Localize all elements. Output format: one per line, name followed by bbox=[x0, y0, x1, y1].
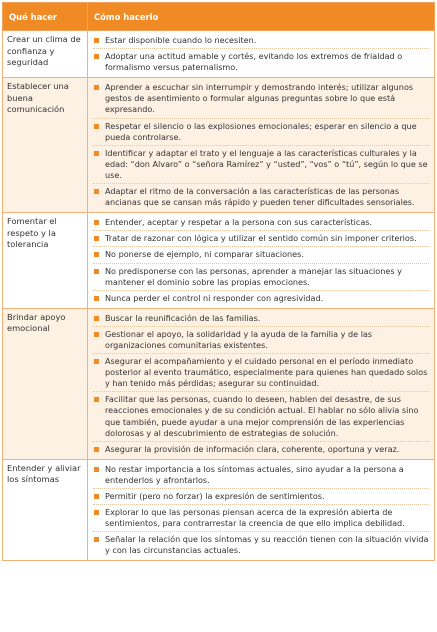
row-what: Fomentar el respeto y la tolerancia bbox=[3, 213, 88, 309]
square-bullet-icon bbox=[94, 447, 99, 452]
square-bullet-icon bbox=[94, 296, 99, 301]
item-text: No restar importancia a los síntomas actuales, sino ayudar a la persona a entenderlos y afrontarlos. bbox=[105, 463, 404, 485]
table-row bbox=[3, 213, 435, 309]
list-item bbox=[93, 290, 429, 306]
list-item bbox=[93, 462, 429, 488]
guide-table-container bbox=[2, 2, 435, 561]
square-bullet-icon bbox=[94, 537, 99, 542]
list-item bbox=[93, 531, 429, 558]
square-bullet-icon bbox=[94, 332, 99, 337]
item-text: Identificar y adaptar el trato y el lenguaje a las características culturales y la edad: “don Alvaro” o “señora Ramírez” y “usted”, “vos” o “tú”, según lo que se use. bbox=[105, 147, 428, 180]
item-text: Gestionar el apoyo, la solidaridad y la ayuda de la familia y de las organizaciones comunitarias existentes. bbox=[105, 328, 373, 350]
item-text: Asegurar el acompañamiento y el cuidado personal en el período inmediato posterior al evento traumático, especialmente para quienes han quedado solos y han tenido más pérdidas; asegurar su continuidad. bbox=[105, 356, 428, 389]
list-item bbox=[93, 246, 429, 262]
item-text: Respetar el silencio o las explosiones emocionales; esperar en silencio a que pueda controlarse. bbox=[105, 120, 417, 142]
list-item bbox=[93, 183, 429, 210]
square-bullet-icon bbox=[94, 252, 99, 257]
list-item bbox=[93, 33, 429, 48]
item-text: Tratar de razonar con lógica y utilizar el sentido común sin imponer criterios. bbox=[105, 233, 417, 244]
list-item bbox=[93, 118, 429, 145]
item-text: No predisponerse con las personas, aprender a manejar las situaciones y mantener el dominio sobre las propias emociones. bbox=[105, 265, 402, 287]
table-row bbox=[3, 78, 435, 213]
row-how bbox=[88, 213, 435, 309]
list-item bbox=[93, 488, 429, 504]
item-text: Explorar lo que las personas piensan acerca de la expresión abierta de sentimientos, para contrarrestar la creencia de que ello implica debilidad. bbox=[105, 507, 405, 529]
square-bullet-icon bbox=[94, 220, 99, 225]
square-bullet-icon bbox=[94, 151, 99, 156]
list-item bbox=[93, 80, 429, 117]
row-how bbox=[88, 308, 435, 459]
item-text: Adaptar el ritmo de la conversación a las características de las personas ancianas que se cansan más rápido y pueden tener dificultades sensoriales. bbox=[105, 186, 415, 208]
square-bullet-icon bbox=[94, 494, 99, 499]
list-item bbox=[93, 48, 429, 75]
row-how bbox=[88, 31, 435, 78]
row-what: Crear un clima de confianza y seguridad bbox=[3, 31, 88, 78]
item-text: Facilitar que las personas, cuando lo deseen, hablen del desastre, de sus reacciones emocionales y de su condición actual. El hablar no sólo alivia sino que también, puede ayudar a una mejor comprensión de las experiencias dolorosas y al descubrimiento de estrategias de solución. bbox=[105, 394, 419, 438]
square-bullet-icon bbox=[94, 510, 99, 515]
square-bullet-icon bbox=[94, 269, 99, 274]
item-text: No ponerse de ejemplo, ni comparar situaciones. bbox=[105, 249, 304, 260]
table-row bbox=[3, 459, 435, 561]
square-bullet-icon bbox=[94, 38, 99, 43]
item-text: Asegurar la provisión de información clara, coherente, oportuna y veraz. bbox=[105, 443, 400, 454]
list-item bbox=[93, 311, 429, 326]
list-item bbox=[93, 441, 429, 457]
item-text: Señalar la relación que los síntomas y su reacción tienen con la situación vivida y con las circunstancias actuales. bbox=[105, 534, 429, 556]
list-item bbox=[93, 326, 429, 353]
item-text: Estar disponible cuando lo necesiten. bbox=[105, 35, 257, 45]
list-item bbox=[93, 353, 429, 391]
table-row bbox=[3, 31, 435, 78]
list-item bbox=[93, 504, 429, 531]
row-how bbox=[88, 459, 435, 561]
header-how: Cómo hacerlo bbox=[88, 3, 435, 31]
header-what: Qué hacer bbox=[3, 3, 88, 31]
list-item bbox=[93, 263, 429, 290]
list-item bbox=[93, 391, 429, 440]
item-text: Nunca perder el control ni responder con agresividad. bbox=[105, 292, 324, 303]
square-bullet-icon bbox=[94, 124, 99, 129]
row-how bbox=[88, 78, 435, 213]
table-header-row bbox=[3, 3, 435, 31]
square-bullet-icon bbox=[94, 189, 99, 194]
square-bullet-icon bbox=[94, 236, 99, 241]
square-bullet-icon bbox=[94, 359, 99, 364]
table-row bbox=[3, 308, 435, 459]
square-bullet-icon bbox=[94, 54, 99, 59]
row-what: Establecer una buena comunicación bbox=[3, 78, 88, 213]
item-text: Adoptar una actitud amable y cortés, evitando los extremos de frialdad o formalismo versus paternalismo. bbox=[105, 51, 403, 73]
item-text: Buscar la reunificación de las familias. bbox=[105, 312, 261, 323]
item-text: Permitir (pero no forzar) la expresión de sentimientos. bbox=[105, 491, 325, 501]
square-bullet-icon bbox=[94, 467, 99, 472]
row-what: Brindar apoyo emocional bbox=[3, 308, 88, 459]
list-item bbox=[93, 215, 429, 230]
square-bullet-icon bbox=[94, 397, 99, 402]
item-text: Entender, aceptar y respetar a la persona con sus características. bbox=[105, 217, 373, 228]
square-bullet-icon bbox=[94, 316, 99, 321]
square-bullet-icon bbox=[94, 85, 99, 90]
row-what: Entender y aliviar los síntomas bbox=[3, 459, 88, 561]
list-item bbox=[93, 145, 429, 183]
list-item bbox=[93, 230, 429, 246]
guide-table bbox=[2, 2, 435, 561]
item-text: Aprender a escuchar sin interrumpir y demostrando interés; utilizar algunos gestos de asentimiento o formular algunas preguntas sobre lo que está expresando. bbox=[105, 82, 414, 115]
